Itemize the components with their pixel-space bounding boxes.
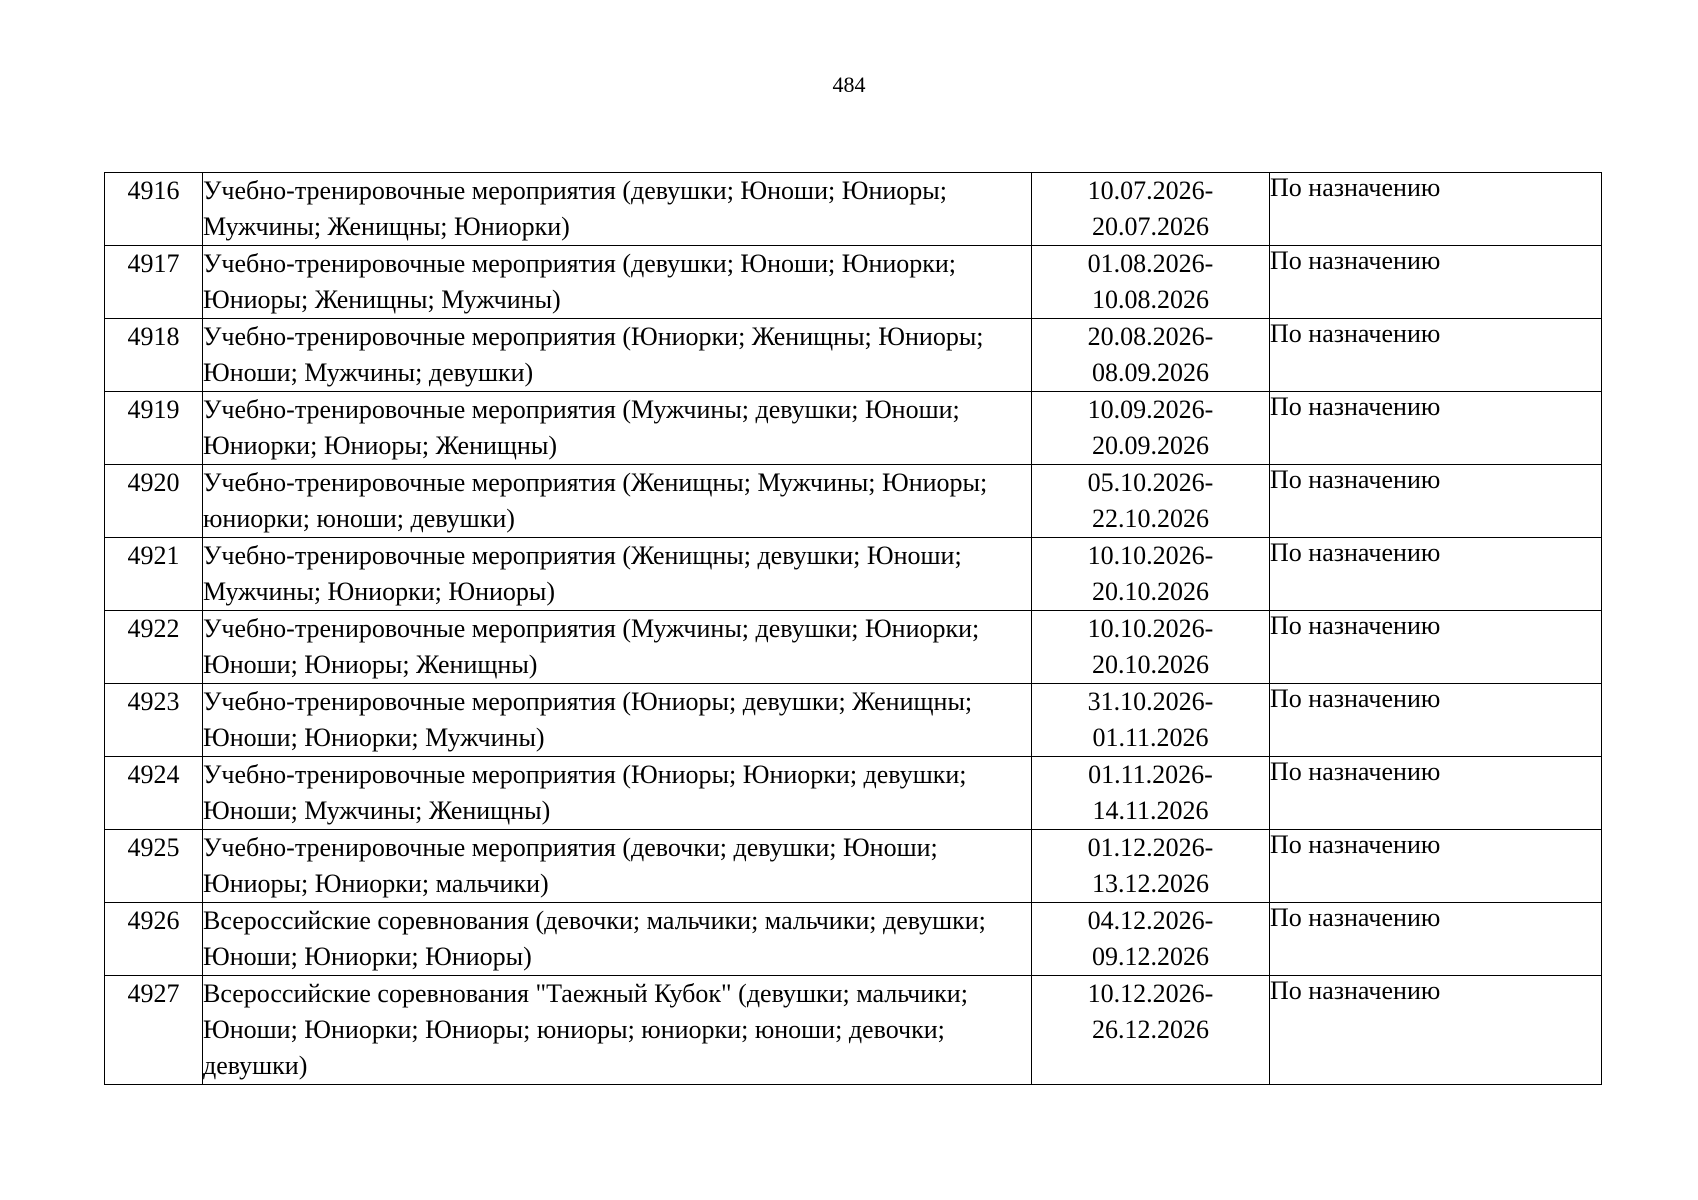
event-place: По назначению <box>1270 757 1602 830</box>
event-dates <box>1032 319 1270 392</box>
date-end: 01.11.2026 <box>1092 723 1209 752</box>
row-number: 4919 <box>105 392 203 465</box>
event-place: По назначению <box>1270 173 1602 246</box>
date-end: 13.12.2026 <box>1092 869 1209 898</box>
table-row <box>105 684 1602 757</box>
event-dates <box>1032 173 1270 246</box>
event-place: По назначению <box>1270 976 1602 1085</box>
row-number: 4921 <box>105 538 203 611</box>
event-name: Учебно-тренировочные мероприятия (Мужчины; девушки; Юноши; Юниорки; Юниоры; Женищны) <box>203 392 1032 465</box>
event-name: Учебно-тренировочные мероприятия (девушки; Юноши; Юниорки; Юниоры; Женищны; Мужчины) <box>203 246 1032 319</box>
date-end: 20.10.2026 <box>1092 650 1209 679</box>
event-name: Учебно-тренировочные мероприятия (девушки; Юноши; Юниоры; Мужчины; Женищны; Юниорки) <box>203 173 1032 246</box>
event-place: По назначению <box>1270 246 1602 319</box>
event-dates <box>1032 538 1270 611</box>
page-number: 484 <box>832 72 866 97</box>
event-dates <box>1032 757 1270 830</box>
table-row <box>105 757 1602 830</box>
event-place: По назначению <box>1270 684 1602 757</box>
date-start: 10.07.2026- <box>1087 176 1214 205</box>
event-dates <box>1032 830 1270 903</box>
event-name: Учебно-тренировочные мероприятия (Женищны; девушки; Юноши; Мужчины; Юниорки; Юниоры) <box>203 538 1032 611</box>
date-end: 10.08.2026 <box>1092 285 1209 314</box>
date-start: 01.12.2026- <box>1087 833 1214 862</box>
event-dates <box>1032 976 1270 1085</box>
row-number: 4924 <box>105 757 203 830</box>
row-number: 4920 <box>105 465 203 538</box>
date-start: 04.12.2026- <box>1087 906 1214 935</box>
table-row <box>105 903 1602 976</box>
table-row <box>105 173 1602 246</box>
event-place: По назначению <box>1270 319 1602 392</box>
event-dates <box>1032 392 1270 465</box>
date-end: 20.07.2026 <box>1092 212 1209 241</box>
event-dates <box>1032 611 1270 684</box>
event-place: По назначению <box>1270 903 1602 976</box>
date-end: 26.12.2026 <box>1092 1015 1209 1044</box>
event-place: По назначению <box>1270 611 1602 684</box>
date-start: 31.10.2026- <box>1087 687 1214 716</box>
date-start: 10.12.2026- <box>1087 979 1214 1008</box>
date-start: 10.10.2026- <box>1087 541 1214 570</box>
event-name: Всероссийские соревнования (девочки; мальчики; мальчики; девушки; Юноши; Юниорки; Юниоры) <box>203 903 1032 976</box>
row-number: 4922 <box>105 611 203 684</box>
date-end: 09.12.2026 <box>1092 942 1209 971</box>
row-number: 4925 <box>105 830 203 903</box>
date-start: 20.08.2026- <box>1087 322 1214 351</box>
date-start: 01.08.2026- <box>1087 249 1214 278</box>
row-number: 4916 <box>105 173 203 246</box>
date-end: 20.09.2026 <box>1092 431 1209 460</box>
event-dates <box>1032 903 1270 976</box>
row-number: 4923 <box>105 684 203 757</box>
event-name: Учебно-тренировочные мероприятия (Женищны; Мужчины; Юниоры; юниорки; юноши; девушки) <box>203 465 1032 538</box>
table-row <box>105 392 1602 465</box>
date-end: 08.09.2026 <box>1092 358 1209 387</box>
event-dates <box>1032 246 1270 319</box>
row-number: 4927 <box>105 976 203 1085</box>
date-start: 10.09.2026- <box>1087 395 1214 424</box>
table-row <box>105 465 1602 538</box>
table-row <box>105 976 1602 1085</box>
event-place: По назначению <box>1270 538 1602 611</box>
event-name: Всероссийские соревнования "Таежный Кубок" (девушки; мальчики; Юноши; Юниорки; Юниоры; юниоры; юниорки; юноши; девочки; девушки) <box>203 976 1032 1085</box>
date-start: 01.11.2026- <box>1088 760 1213 789</box>
date-start: 10.10.2026- <box>1087 614 1214 643</box>
event-place: По назначению <box>1270 392 1602 465</box>
event-name: Учебно-тренировочные мероприятия (Мужчины; девушки; Юниорки; Юноши; Юниоры; Женищны) <box>203 611 1032 684</box>
date-end: 22.10.2026 <box>1092 504 1209 533</box>
event-dates <box>1032 684 1270 757</box>
events-table <box>104 172 1602 1085</box>
event-place: По назначению <box>1270 465 1602 538</box>
row-number: 4917 <box>105 246 203 319</box>
event-place: По назначению <box>1270 830 1602 903</box>
event-name: Учебно-тренировочные мероприятия (Юниоры; Юниорки; девушки; Юноши; Мужчины; Женищны) <box>203 757 1032 830</box>
event-name: Учебно-тренировочные мероприятия (Юниоры; девушки; Женищны; Юноши; Юниорки; Мужчины) <box>203 684 1032 757</box>
event-dates <box>1032 465 1270 538</box>
date-end: 20.10.2026 <box>1092 577 1209 606</box>
table-row <box>105 830 1602 903</box>
event-name: Учебно-тренировочные мероприятия (Юниорки; Женищны; Юниоры; Юноши; Мужчины; девушки) <box>203 319 1032 392</box>
date-end: 14.11.2026 <box>1092 796 1209 825</box>
date-start: 05.10.2026- <box>1087 468 1214 497</box>
table-row <box>105 246 1602 319</box>
table-row <box>105 611 1602 684</box>
row-number: 4918 <box>105 319 203 392</box>
table-row <box>105 319 1602 392</box>
table-row <box>105 538 1602 611</box>
event-name: Учебно-тренировочные мероприятия (девочки; девушки; Юноши; Юниоры; Юниорки; мальчики) <box>203 830 1032 903</box>
row-number: 4926 <box>105 903 203 976</box>
